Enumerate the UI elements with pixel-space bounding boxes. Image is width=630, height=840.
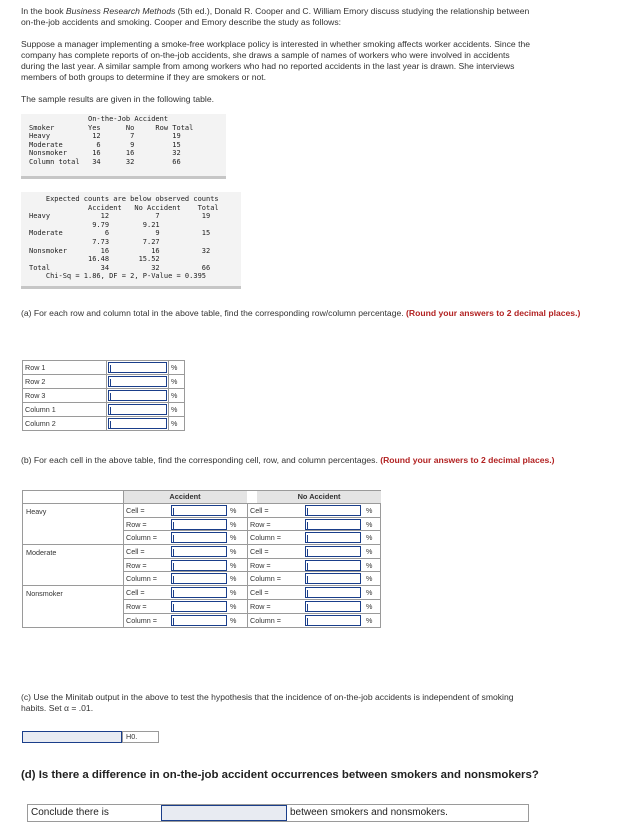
column-label: Column =	[250, 574, 281, 584]
nonsmoker-accident-row-input[interactable]	[171, 601, 227, 612]
percent-unit: %	[366, 588, 373, 598]
column-label: Column =	[250, 533, 281, 543]
heavy-column-row	[124, 531, 380, 545]
nonsmoker-no-accident-cell-input[interactable]	[305, 587, 361, 598]
row1-percent-input[interactable]	[108, 362, 167, 373]
part-b-question: (b) For each cell in the above table, find the corresponding cell, row, and column percentages. (Round your answers to 2 decimal places.)	[21, 455, 555, 465]
row-label: Row =	[250, 560, 271, 570]
answer-cell	[107, 417, 169, 431]
observed-table	[21, 114, 226, 176]
nonsmoker-row-row	[124, 600, 380, 614]
difference-select[interactable]	[161, 805, 287, 821]
part-a-table	[22, 360, 185, 431]
row-label: Row 3	[23, 389, 107, 403]
part-a-question: (a) For each row and column total in the above table, find the corresponding row/column percentage. (Round your answers to 2 decimal places.)	[21, 308, 581, 318]
percent-unit: %	[230, 547, 237, 557]
percent-unit: %	[230, 519, 237, 529]
table-divider	[21, 176, 226, 179]
column1-percent-input[interactable]	[108, 404, 167, 415]
moderate-no-accident-column-input[interactable]	[305, 573, 361, 584]
heavy-no-accident-cell-input[interactable]	[305, 505, 361, 516]
book-title: Business Research Methods	[65, 6, 176, 16]
column-label: Column =	[126, 615, 157, 625]
percent-unit: %	[366, 574, 373, 584]
percent-unit: %	[230, 601, 237, 611]
percent-unit: %	[366, 547, 373, 557]
hypothesis-select[interactable]	[22, 731, 122, 743]
study-quote	[21, 39, 621, 83]
row-label: Row =	[250, 519, 271, 529]
group-rule	[23, 544, 123, 545]
percent-unit: %	[169, 361, 185, 375]
heavy-accident-cell-input[interactable]	[171, 505, 227, 516]
percent-unit: %	[230, 560, 237, 570]
nonsmoker-accident-column-input[interactable]	[171, 615, 227, 626]
percent-unit: %	[169, 403, 185, 417]
percent-unit: %	[169, 389, 185, 403]
intro-paragraph	[21, 6, 611, 28]
row-label: Row =	[250, 601, 271, 611]
part-b-rows	[124, 504, 380, 627]
heavy-accident-column-input[interactable]	[171, 532, 227, 543]
percent-unit: %	[366, 506, 373, 515]
nonsmoker-cell-row	[124, 586, 380, 600]
cell-label: Cell =	[126, 547, 145, 557]
moderate-cell-row	[124, 545, 380, 559]
answer-cell	[107, 375, 169, 389]
percent-unit: %	[169, 375, 185, 389]
row2-percent-input[interactable]	[108, 376, 167, 387]
cell-label: Cell =	[250, 506, 269, 515]
row-label: Row =	[126, 560, 147, 570]
column2-percent-input[interactable]	[108, 418, 167, 429]
part-d-answer-row	[27, 804, 529, 822]
row-label: Row 1	[23, 361, 107, 375]
percent-unit: %	[230, 588, 237, 598]
percent-unit: %	[169, 417, 185, 431]
heavy-no-accident-row-input[interactable]	[305, 519, 361, 530]
cell-label: Cell =	[126, 588, 145, 598]
h0-label: H0.	[122, 731, 159, 743]
percent-unit: %	[366, 615, 373, 625]
percent-unit: %	[230, 615, 237, 625]
group-rule	[23, 585, 123, 586]
moderate-no-accident-cell-input[interactable]	[305, 546, 361, 557]
nonsmoker-no-accident-row-input[interactable]	[305, 601, 361, 612]
row-label: Row 2	[23, 375, 107, 389]
moderate-accident-column-input[interactable]	[171, 573, 227, 584]
observed-table-text: On-the-Job Accident Smoker Yes No Row Total Heavy 12 7 19 Moderate 6 9 15 Nonsmoker 16 16 32 Column total 34 32 66	[29, 115, 194, 166]
heavy-accident-row-input[interactable]	[171, 519, 227, 530]
nonsmoker-no-accident-column-input[interactable]	[305, 615, 361, 626]
nonsmoker-column-row	[124, 614, 380, 628]
cell-label: Cell =	[250, 588, 269, 598]
part-a-row	[23, 403, 185, 417]
column-label: Column =	[250, 615, 281, 625]
row-label: Column 2	[23, 417, 107, 431]
quote-line: Suppose a manager implementing a smoke-free workplace policy is interested in whether smoking affects worker accidents. Since the	[21, 39, 531, 49]
answer-cell	[107, 361, 169, 375]
part-c-question: (c) Use the Minitab output in the above to test the hypothesis that the incidence of on-the-job accidents is independent of smoking habits. Set α = .01.	[21, 692, 514, 713]
part-b-table	[22, 490, 381, 628]
output-divider	[21, 286, 241, 289]
cell-label: Cell =	[126, 506, 145, 515]
heavy-cell-row	[124, 504, 380, 518]
no-accident-header: No Accident	[257, 491, 381, 503]
sample-results-text: The sample results are given in the following table.	[21, 94, 214, 104]
row3-percent-input[interactable]	[108, 390, 167, 401]
percent-unit: %	[230, 506, 237, 515]
cell-label: Cell =	[250, 547, 269, 557]
conclude-label: Conclude there is	[31, 807, 109, 818]
heavy-label: Heavy	[26, 507, 47, 516]
column-label: Column =	[126, 574, 157, 584]
heavy-row-row	[124, 518, 380, 532]
heavy-no-accident-column-input[interactable]	[305, 532, 361, 543]
percent-unit: %	[366, 601, 373, 611]
nonsmoker-label: Nonsmoker	[26, 589, 63, 598]
part-a-row	[23, 375, 185, 389]
row-label: Row =	[126, 519, 147, 529]
answer-cell	[107, 389, 169, 403]
percent-unit: %	[366, 533, 373, 543]
percent-unit: %	[366, 560, 373, 570]
moderate-accident-cell-input[interactable]	[171, 546, 227, 557]
part-a-row	[23, 389, 185, 403]
moderate-accident-row-input[interactable]	[171, 560, 227, 571]
row-label: Column 1	[23, 403, 107, 417]
intro-text: In the book	[21, 6, 66, 16]
part-a-row	[23, 417, 185, 431]
intro-text: (5th ed.), Donald R. Cooper and C. William Emory discuss studying the relationship between	[175, 6, 530, 16]
part-d-question: (d) Is there a difference in on-the-job accident occurrences between smokers and nonsmokers?	[21, 769, 539, 781]
moderate-no-accident-row-input[interactable]	[305, 560, 361, 571]
answer-cell	[107, 403, 169, 417]
percent-unit: %	[366, 519, 373, 529]
row-label: Row =	[126, 601, 147, 611]
intro-text: on-the-job accidents and smoking. Cooper and Emory describe the study as follows:	[21, 17, 342, 27]
minitab-output	[21, 192, 241, 286]
quote-line: during the last year. A similar sample from among workers who had no reported accidents in the last year is drawn. She interviews	[21, 61, 515, 71]
percent-unit: %	[230, 574, 237, 584]
percent-unit: %	[230, 533, 237, 543]
quote-line: members of both groups to determine if they are smokers or not.	[21, 72, 267, 82]
quote-line: company has complete reports of on-the-job accidents, she draws a sample of names of workers who were involved in accidents	[21, 50, 510, 60]
accident-header: Accident	[123, 491, 247, 503]
part-a-row	[23, 361, 185, 375]
moderate-row-row	[124, 559, 380, 573]
column-label: Column =	[126, 533, 157, 543]
moderate-label: Moderate	[26, 548, 57, 557]
conclusion-suffix: between smokers and nonsmokers.	[290, 807, 448, 818]
minitab-output-text: Expected counts are below observed counts Accident No Accident Total Heavy 12 7 19 9.79 9.21 Moderate 6 9 15 7.73 7.27 Nonsmoker 16 16 32 16.48 15.52 Total 34 32 66 Chi-Sq = 1.86, DF = 2, P-Value = 0.395	[29, 195, 219, 281]
nonsmoker-accident-cell-input[interactable]	[171, 587, 227, 598]
moderate-column-row	[124, 572, 380, 586]
